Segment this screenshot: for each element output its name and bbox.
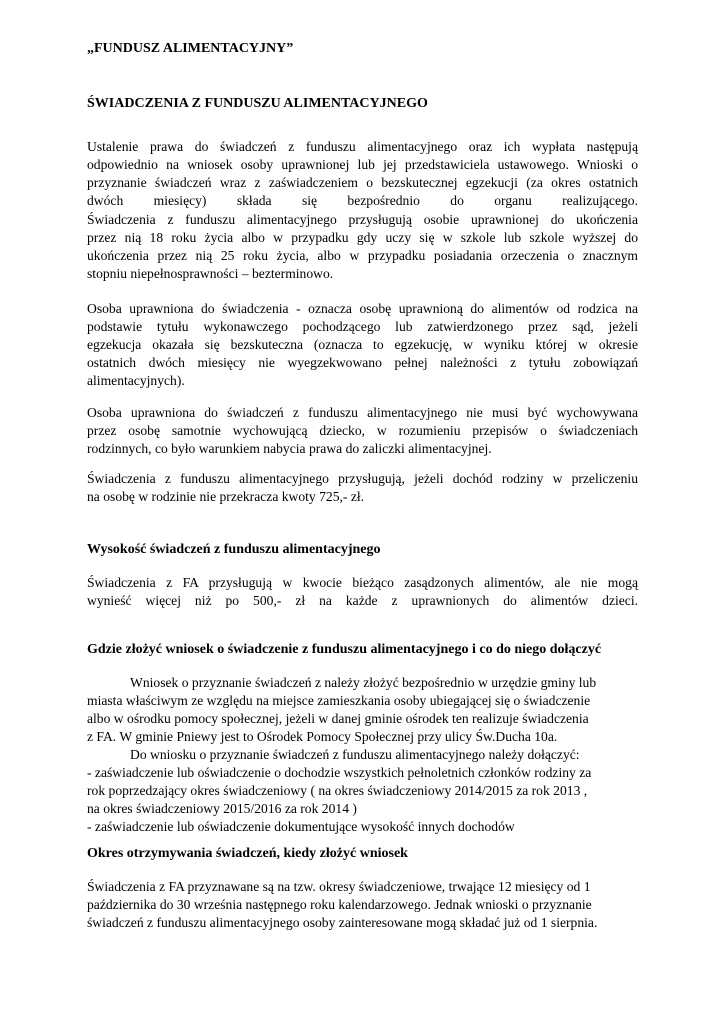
text-line: Świadczenia z funduszu alimentacyjnego przysługują, jeżeli dochód rodziny w przeliczeniu [87,471,638,486]
text-line: odpowiednio na wniosek osoby uprawnionej lub jej przedstawiciela ustawowego. Wnioski o [87,157,638,172]
section-amount-paragraph [87,574,638,610]
text-line: egzekucja okazała się bezskuteczna (oznacza to egzekucję, w wyniku której w okresie [87,337,638,352]
section-period-body [87,878,638,932]
section-heading-period: Okres otrzymywania świadczeń, kiedy złożyć wniosek [87,846,408,861]
text-line: na osobę w rodzinie nie przekracza kwoty 725,- zł. [87,489,365,504]
section-heading-where: Gdzie złożyć wniosek o świadczenie z funduszu alimentacyjnego i co do niego dołączyć [87,642,602,657]
text-line: dwóch miesięcy) składa się bezpośrednio do organu realizującego. [87,193,638,208]
text-line: Osoba uprawniona do świadczeń z funduszu alimentacyjnego nie musi być wychowywana [87,405,638,420]
text-line: Świadczenia z funduszu alimentacyjnego przysługują osobie uprawnionej do ukończenia [87,212,638,227]
intro-paragraph-1 [87,138,638,210]
main-heading: ŚWIADCZENIA Z FUNDUSZU ALIMENTACYJNEGO [87,96,428,111]
text-line: alimentacyjnych). [87,373,185,388]
text-line: na okres świadczeniowy 2015/2016 za rok 2014 ) [87,801,357,816]
section-where-body [87,674,638,836]
text-line: Osoba uprawniona do świadczenia - oznacza osobę uprawnioną do alimentów od rodzica na [87,301,638,316]
intro-paragraph-5 [87,470,638,506]
text-line: Do wniosku o przyznanie świadczeń z funduszu alimentacyjnego należy dołączyć: [130,747,580,762]
text-line: rodzinnych, co było warunkiem nabycia prawa do zaliczki alimentacyjnej. [87,441,492,456]
intro-paragraph-4 [87,404,638,458]
text-line: Świadczenia z FA przysługują w kwocie bieżąco zasądzonych alimentów, ale nie mogą [87,575,638,590]
document-title: „FUNDUSZ ALIMENTACYJNY” [87,41,294,56]
text-line: stopniu niepełnosprawności – bezterminowo. [87,266,334,281]
text-line: przez nią 18 roku życia albo w przypadku gdy uczy się w szkole lub szkole wyższej do [87,230,638,245]
text-line: Ustalenie prawa do świadczeń z funduszu alimentacyjnego oraz ich wypłata następują [87,139,638,154]
text-line: rok poprzedzający okres świadczeniowy ( na okres świadczeniowy 2014/2015 za rok 2013 , [87,783,588,798]
section-heading-amount: Wysokość świadczeń z funduszu alimentacyjnego [87,542,381,557]
text-line: Wniosek o przyznanie świadczeń z należy złożyć bezpośrednio w urzędzie gminy lub [130,675,597,690]
text-line: podstawie tytułu wykonawczego pochodzącego lub zatwierdzonego przez sąd, jeżeli [87,319,638,334]
text-line: ukończenia przez nią 25 roku życia, albo w przypadku posiadania orzeczenia o znacznym [87,248,638,263]
text-line: października do 30 września następnego roku kalendarzowego. Jednak wnioski o przyznanie [87,897,592,912]
intro-paragraph-3 [87,300,638,390]
text-line: miasta właściwym ze względu na miejsce zamieszkania osoby ubiegającej się o świadczenie [87,693,591,708]
list-item: - zaświadczenie lub oświadczenie dokumentujące wysokość innych dochodów [87,819,515,834]
intro-paragraph-2 [87,211,638,283]
text-line: ostatnich dwóch miesięcy nie wyegzekwowano pełnej należności z tytułu zobowiązań [87,355,638,370]
text-line: świadczeń z funduszu alimentacyjnego osoby zainteresowane mogą składać już od 1 sierpnia. [87,915,598,930]
text-line: wynieść więcej niż po 500,- zł na każde z uprawnionych do alimentów dzieci. [87,593,638,608]
text-line: przez osobę samotnie wychowującą dziecko, w rozumieniu przepisów o świadczeniach [87,423,638,438]
text-line: albo w ośrodku pomocy społecznej, jeżeli w danej gminie ośrodek ten realizuje świadczenia [87,711,589,726]
text-line: przyznanie świadczeń wraz z zaświadczeniem o bezskutecznej egzekucji (za okres ostatnich [87,175,638,190]
text-line: z FA. W gminie Pniewy jest to Ośrodek Pomocy Społecznej przy ulicy Św.Ducha 10a. [87,729,558,744]
list-item: - zaświadczenie lub oświadczenie o dochodzie wszystkich pełnoletnich członków rodziny za [87,765,592,780]
text-line: Świadczenia z FA przyznawane są na tzw. okresy świadczeniowe, trwające 12 miesięcy od 1 [87,879,591,894]
